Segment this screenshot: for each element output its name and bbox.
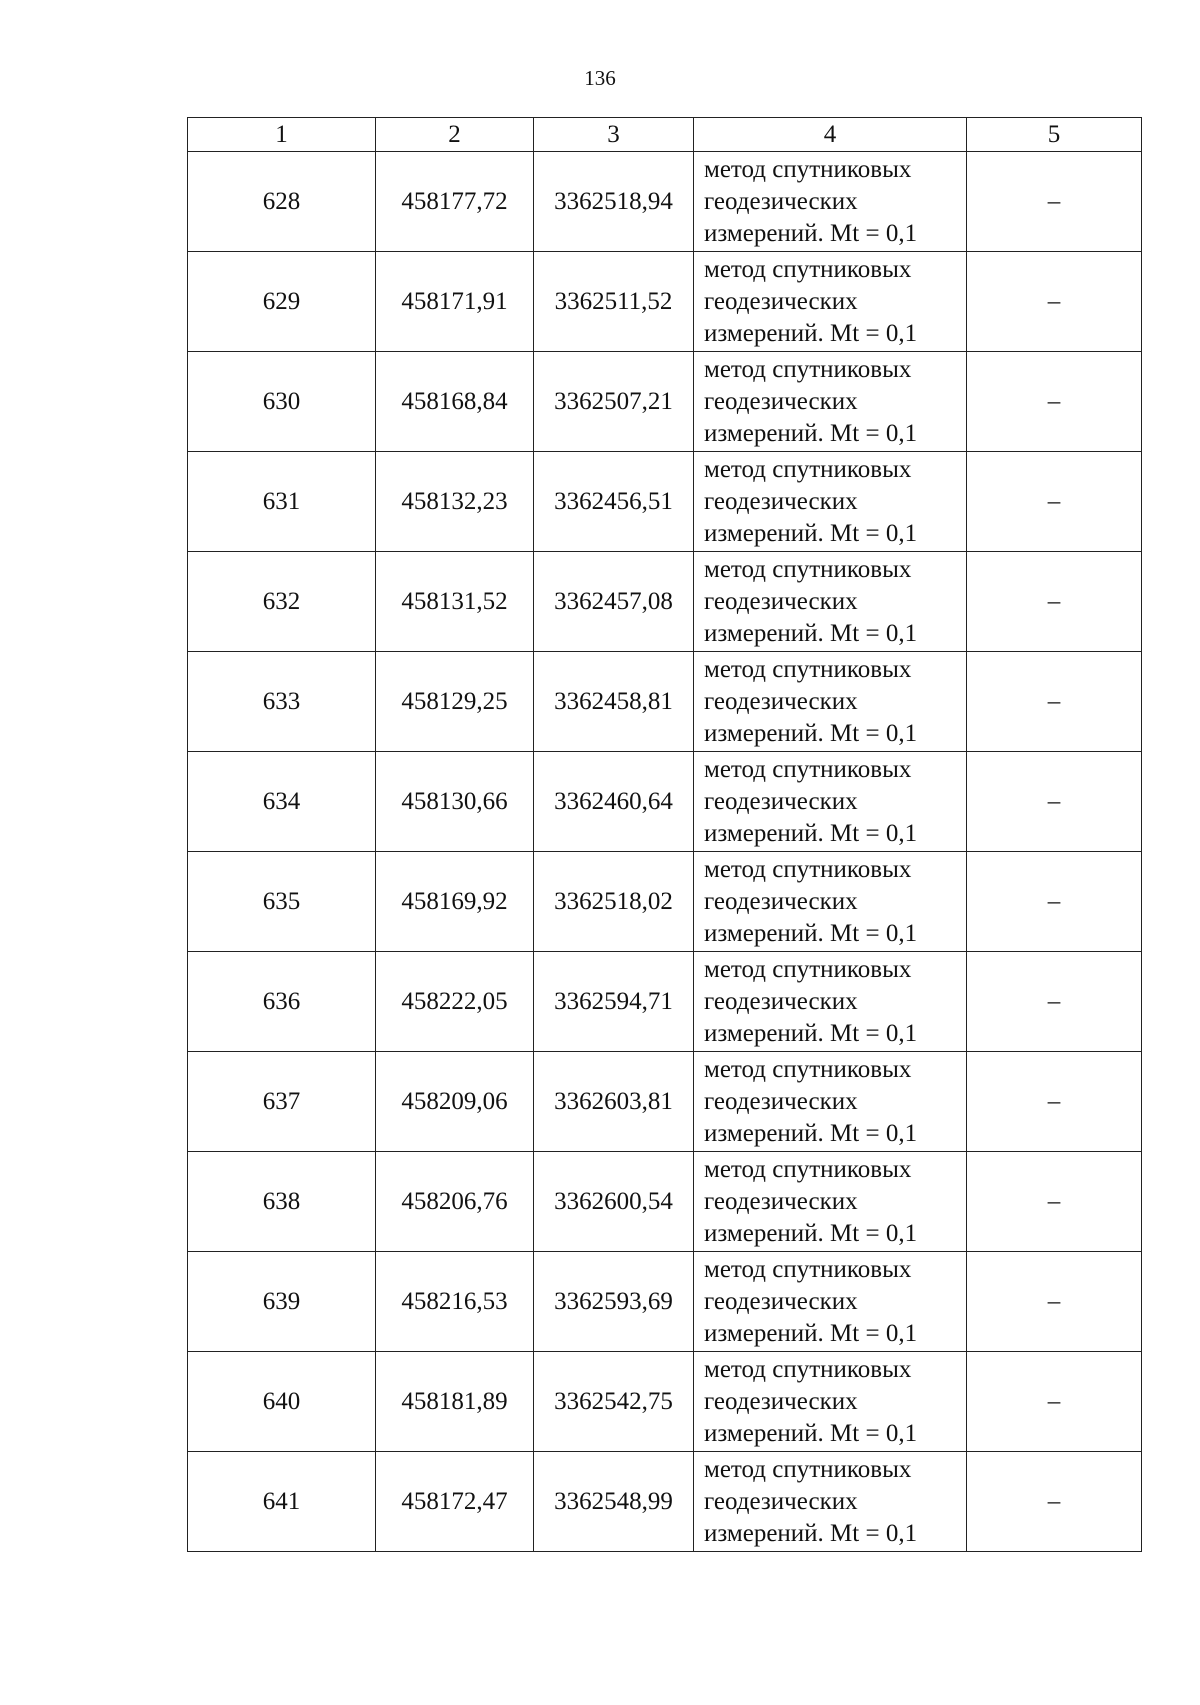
x-coordinate-cell: 458206,76 (376, 1152, 534, 1252)
y-coordinate-cell: 3362603,81 (534, 1052, 694, 1152)
method-line: измерений. Mt = 0,1 (704, 619, 918, 647)
page-number: 136 (584, 66, 616, 90)
note-cell: – (967, 952, 1142, 1052)
y-coordinate-cell: 3362507,21 (534, 352, 694, 452)
note-cell: – (967, 352, 1142, 452)
method-line: метод спутниковых (704, 1055, 912, 1083)
method-cell (694, 1052, 967, 1152)
method-line: метод спутниковых (704, 855, 912, 883)
note-cell: – (967, 652, 1142, 752)
y-coordinate-cell: 3362593,69 (534, 1252, 694, 1352)
point-number-cell: 640 (188, 1352, 376, 1452)
y-coordinate-cell: 3362518,02 (534, 852, 694, 952)
y-coordinate-cell: 3362600,54 (534, 1152, 694, 1252)
note-cell: – (967, 252, 1142, 352)
x-coordinate-cell: 458222,05 (376, 952, 534, 1052)
method-cell (694, 752, 967, 852)
point-number-cell: 637 (188, 1052, 376, 1152)
method-line: измерений. Mt = 0,1 (704, 1119, 918, 1147)
method-line: метод спутниковых (704, 355, 912, 383)
table-row (188, 252, 1142, 352)
method-line: геодезических (704, 1087, 858, 1115)
method-line: геодезических (704, 1287, 858, 1315)
note-cell: – (967, 1452, 1142, 1552)
method-cell (694, 1252, 967, 1352)
y-coordinate-cell: 3362511,52 (534, 252, 694, 352)
method-line: геодезических (704, 187, 858, 215)
table-row (188, 1052, 1142, 1152)
x-coordinate-cell: 458130,66 (376, 752, 534, 852)
column-header-4: 4 (694, 118, 967, 152)
table-row (188, 352, 1142, 452)
method-cell (694, 852, 967, 952)
y-coordinate-cell: 3362518,94 (534, 152, 694, 252)
method-line: метод спутниковых (704, 455, 912, 483)
table-row (188, 552, 1142, 652)
method-line: геодезических (704, 987, 858, 1015)
y-coordinate-cell: 3362456,51 (534, 452, 694, 552)
x-coordinate-cell: 458168,84 (376, 352, 534, 452)
point-number-cell: 631 (188, 452, 376, 552)
method-line: измерений. Mt = 0,1 (704, 719, 918, 747)
point-number-cell: 628 (188, 152, 376, 252)
y-coordinate-cell: 3362458,81 (534, 652, 694, 752)
note-cell: – (967, 1152, 1142, 1252)
note-cell: – (967, 1252, 1142, 1352)
method-line: измерений. Mt = 0,1 (704, 819, 918, 847)
x-coordinate-cell: 458129,25 (376, 652, 534, 752)
table-body (188, 152, 1142, 1552)
note-cell: – (967, 552, 1142, 652)
method-line: метод спутниковых (704, 1455, 912, 1483)
note-cell: – (967, 852, 1142, 952)
table-row (188, 952, 1142, 1052)
method-cell (694, 452, 967, 552)
method-line: метод спутниковых (704, 1155, 912, 1183)
method-line: геодезических (704, 887, 858, 915)
point-number-cell: 635 (188, 852, 376, 952)
method-line: метод спутниковых (704, 955, 912, 983)
table-row (188, 1452, 1142, 1552)
y-coordinate-cell: 3362457,08 (534, 552, 694, 652)
method-line: геодезических (704, 587, 858, 615)
note-cell: – (967, 1052, 1142, 1152)
point-number-cell: 632 (188, 552, 376, 652)
y-coordinate-cell: 3362542,75 (534, 1352, 694, 1452)
method-cell (694, 1152, 967, 1252)
note-cell: – (967, 452, 1142, 552)
x-coordinate-cell: 458177,72 (376, 152, 534, 252)
y-coordinate-cell: 3362594,71 (534, 952, 694, 1052)
table-row (188, 1152, 1142, 1252)
method-line: метод спутниковых (704, 655, 912, 683)
method-line: измерений. Mt = 0,1 (704, 319, 918, 347)
method-line: метод спутниковых (704, 1355, 912, 1383)
method-line: геодезических (704, 1387, 858, 1415)
point-number-cell: 629 (188, 252, 376, 352)
x-coordinate-cell: 458172,47 (376, 1452, 534, 1552)
point-number-cell: 639 (188, 1252, 376, 1352)
method-line: геодезических (704, 387, 858, 415)
method-line: геодезических (704, 1187, 858, 1215)
table-row (188, 652, 1142, 752)
x-coordinate-cell: 458169,92 (376, 852, 534, 952)
column-header-3: 3 (534, 118, 694, 152)
method-cell (694, 552, 967, 652)
x-coordinate-cell: 458216,53 (376, 1252, 534, 1352)
note-cell: – (967, 752, 1142, 852)
method-cell (694, 1352, 967, 1452)
column-header-2: 2 (376, 118, 534, 152)
method-line: измерений. Mt = 0,1 (704, 519, 918, 547)
method-line: измерений. Mt = 0,1 (704, 219, 918, 247)
method-cell (694, 152, 967, 252)
method-line: метод спутниковых (704, 755, 912, 783)
x-coordinate-cell: 458171,91 (376, 252, 534, 352)
method-line: геодезических (704, 487, 858, 515)
method-line: метод спутниковых (704, 1255, 912, 1283)
note-cell: – (967, 1352, 1142, 1452)
column-header-1: 1 (188, 118, 376, 152)
table-row (188, 1252, 1142, 1352)
y-coordinate-cell: 3362460,64 (534, 752, 694, 852)
table-row (188, 152, 1142, 252)
point-number-cell: 634 (188, 752, 376, 852)
table-row (188, 752, 1142, 852)
method-line: измерений. Mt = 0,1 (704, 1519, 918, 1547)
table-header (188, 118, 1142, 152)
point-number-cell: 638 (188, 1152, 376, 1252)
x-coordinate-cell: 458131,52 (376, 552, 534, 652)
method-cell (694, 952, 967, 1052)
method-line: измерений. Mt = 0,1 (704, 1419, 918, 1447)
point-number-cell: 641 (188, 1452, 376, 1552)
method-cell (694, 252, 967, 352)
table-row (188, 452, 1142, 552)
note-cell: – (967, 152, 1142, 252)
method-line: измерений. Mt = 0,1 (704, 1219, 918, 1247)
method-cell (694, 652, 967, 752)
x-coordinate-cell: 458132,23 (376, 452, 534, 552)
method-line: метод спутниковых (704, 555, 912, 583)
x-coordinate-cell: 458209,06 (376, 1052, 534, 1152)
method-line: метод спутниковых (704, 155, 912, 183)
x-coordinate-cell: 458181,89 (376, 1352, 534, 1452)
method-line: геодезических (704, 287, 858, 315)
point-number-cell: 633 (188, 652, 376, 752)
method-line: измерений. Mt = 0,1 (704, 1019, 918, 1047)
point-number-cell: 636 (188, 952, 376, 1052)
table-row (188, 852, 1142, 952)
method-line: геодезических (704, 687, 858, 715)
method-line: измерений. Mt = 0,1 (704, 1319, 918, 1347)
method-line: измерений. Mt = 0,1 (704, 419, 918, 447)
point-number-cell: 630 (188, 352, 376, 452)
y-coordinate-cell: 3362548,99 (534, 1452, 694, 1552)
method-line: геодезических (704, 1487, 858, 1515)
table-row (188, 1352, 1142, 1452)
method-cell (694, 1452, 967, 1552)
header-row (188, 118, 1142, 152)
method-cell (694, 352, 967, 452)
column-header-5: 5 (967, 118, 1142, 152)
method-line: метод спутниковых (704, 255, 912, 283)
coordinates-table (187, 117, 1142, 1552)
method-line: геодезических (704, 787, 858, 815)
method-line: измерений. Mt = 0,1 (704, 919, 918, 947)
